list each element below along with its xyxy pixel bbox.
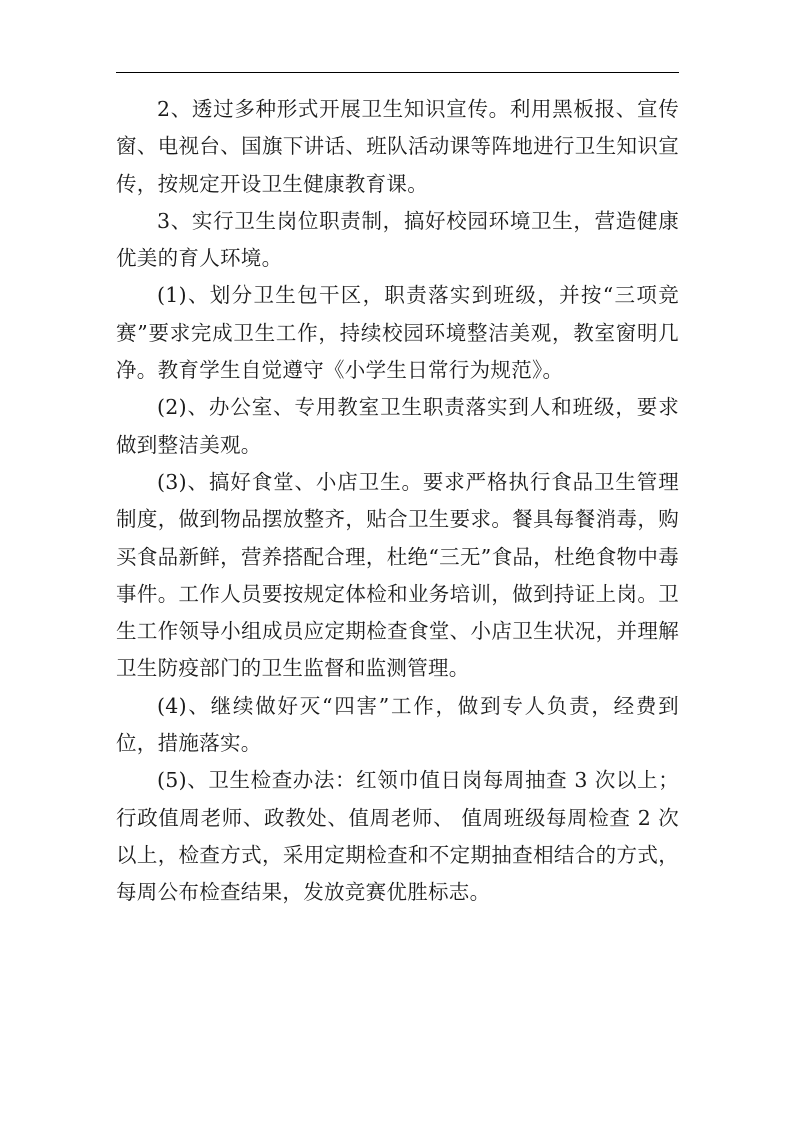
document-body [116, 91, 679, 912]
header-rule [116, 72, 679, 73]
paragraph-hygiene-zones: (1)、划分卫生包干区，职责落实到班级，并按“三项竞赛”要求完成卫生工作，持续校园环境整洁美观，教室窗明几净。教育学生自觉遵守《小学生日常行为规范》。 [116, 283, 679, 383]
paragraph-inspection-method: (5)、卫生检查办法：红领巾值日岗每周抽查 3 次以上；行政值周老师、政教处、值周老师、 值周班级每周检查 2 次以上，检查方式，采用定期检查和不定期抽查相结合的方式，每周公布检查结果，发放竞赛优胜标志。 [116, 768, 679, 905]
paragraph-publicity: 2、透过多种形式开展卫生知识宣传。利用黑板报、宣传窗、电视台、国旗下讲话、班队活动课等阵地进行卫生知识宣传，按规定开设卫生健康教育课。 [116, 97, 679, 196]
paragraph-canteen-shop: (3)、搞好食堂、小店卫生。要求严格执行食品卫生管理制度，做到物品摆放整齐，贴合卫生要求。餐具每餐消毒，购买食品新鲜，营养搭配合理，杜绝“三无”食品，杜绝食物中毒事件。工作人员要按规定体检和业务培训，做到持证上岗。卫生工作领导小组成员应定期检查食堂、小店卫生状况，并理解卫生防疫部门的卫生监督和监测管理。 [116, 469, 679, 681]
paragraph-offices-classrooms: (2)、办公室、专用教室卫生职责落实到人和班级，要求做到整洁美观。 [116, 395, 679, 457]
paragraph-post-responsibility: 3、实行卫生岗位职责制，搞好校园环境卫生，营造健康优美的育人环境。 [116, 208, 679, 271]
paragraph-four-pests: (4)、继续做好灭“四害”工作，做到专人负责，经费到位，措施落实。 [116, 693, 679, 756]
